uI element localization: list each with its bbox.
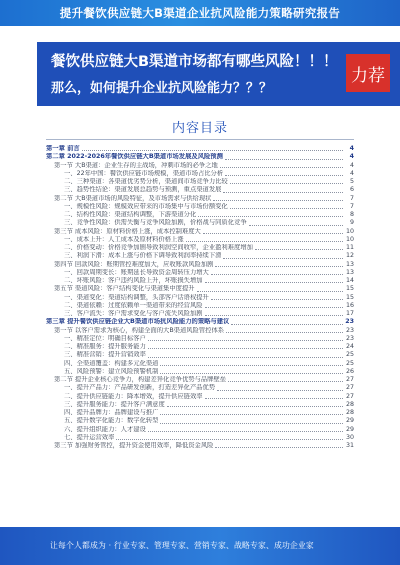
toc-entry-title: 第三节 成本风险：原材料价格上涨，成本控制难度大: [54, 227, 201, 235]
toc-dot-leader: [211, 299, 343, 300]
toc-dot-leader: [148, 431, 343, 432]
toc-entry-title: 四、提升品牌力：品牌建设与推广: [64, 409, 159, 416]
toc-dot-leader: [249, 225, 343, 226]
toc-dot-leader: [203, 233, 343, 234]
toc-entry-page: 13: [345, 260, 354, 268]
toc-entry[interactable]: [46, 211, 354, 219]
toc-entry[interactable]: [46, 434, 354, 442]
toc-dot-leader: [223, 192, 343, 193]
toc-dot-leader: [160, 373, 343, 374]
toc-dot-leader: [205, 307, 343, 308]
toc-entry-page: 12: [345, 252, 354, 260]
toc-entry[interactable]: [46, 376, 354, 384]
toc-dot-leader: [231, 324, 343, 325]
toc-entry-page: 7: [349, 202, 354, 210]
toc-entry[interactable]: [46, 327, 354, 335]
toc-dot-leader: [215, 266, 343, 267]
toc-entry-page: 27: [345, 376, 354, 383]
toc-entry-title: 五、风险预警：建立风险预警机制: [64, 367, 159, 375]
toc-entry[interactable]: [46, 228, 354, 236]
toc-entry-title: 七、提升运营效率: [64, 433, 115, 441]
toc-entry-page: 25: [345, 359, 354, 367]
toc-entry-title: 第三节 加强财务管控，提升资金使用效率，降低资金风险: [54, 442, 214, 449]
toc-entry[interactable]: [46, 310, 354, 318]
toc-dot-leader: [230, 183, 343, 184]
toc-entry-title: 一、渠道变化：渠道结构调整，头部客户话语权提升: [64, 293, 209, 301]
toc-entry-page: 4: [349, 169, 354, 177]
toc-dot-leader: [148, 340, 343, 341]
toc-entry-title: 二、结构性风险：渠道结构调整，下游渠道分化: [64, 211, 197, 218]
toc-entry-title: 第二节 大B渠道市场的风险特征，及市场需求与供给现状: [54, 194, 212, 202]
toc-dot-leader: [220, 167, 343, 168]
toc-dot-leader: [116, 439, 343, 440]
toc-entry[interactable]: [46, 236, 354, 244]
toc-entry-page: 4: [349, 153, 354, 161]
toc-dot-leader: [205, 282, 343, 283]
footer-bar: [0, 527, 400, 565]
toc-dot-leader: [217, 390, 343, 391]
toc-entry-page: 27: [345, 392, 354, 400]
toc-entry-title: 一、规模性风险：规模效应带来的市场集中与市场份额变化: [64, 202, 228, 210]
toc-dot-leader: [167, 406, 343, 407]
toc-entry[interactable]: [46, 244, 354, 252]
banner-subtitle: 那么，如何提升企业抗风险能力？？？: [51, 81, 273, 96]
toc-entry-title: 一、22年中国：餐饮供应链市场规模，渠道市场占比分析: [64, 169, 224, 177]
toc-dot-leader: [186, 241, 343, 242]
toc-entry-title: 一、提升产品力：产品研发创新，打造差异化产品优势: [64, 384, 216, 392]
toc-entry-page: 31: [345, 442, 354, 449]
toc-entry-page: 23: [345, 334, 354, 342]
toc-entry[interactable]: [46, 426, 354, 434]
toc-entry-title: 三、竞争性风险：供需失衡与竞争风险加剧，价格战与同质化竞争: [64, 219, 247, 227]
toc-entry[interactable]: [46, 178, 354, 186]
toc-dot-leader: [230, 208, 343, 209]
toc-entry[interactable]: [46, 442, 354, 450]
toc-entry-title: 二、渠道依赖：过度依赖单一渠道带来的经营风险: [64, 301, 203, 309]
toc-entry-title: 二、三种渠道：各渠道优劣势分析，渠道间市场竞争力比较: [64, 178, 228, 185]
toc-entry-title: 第五节 渠道风险：客户结构变化与渠道集中度提升: [54, 285, 195, 293]
toc-entry-page: 28: [345, 400, 354, 408]
toc-entry[interactable]: [46, 162, 354, 170]
toc-dot-leader: [82, 150, 343, 151]
toc-entry-title: 第一节 以客户需求为核心，构建全面的大B渠道风险管控体系: [54, 326, 225, 334]
toc-entry-page: 25: [345, 351, 354, 359]
toc-entry[interactable]: [46, 252, 354, 260]
toc-entry[interactable]: [46, 393, 354, 401]
toc-dot-leader: [160, 414, 343, 415]
toc-entry-page: 9: [349, 219, 354, 227]
toc-entry[interactable]: [46, 401, 354, 409]
toc-entry-title: 第一章 前言: [46, 145, 80, 152]
toc-entry[interactable]: [46, 203, 354, 211]
toc-entry-page: 4: [349, 161, 354, 169]
toc-entry[interactable]: [46, 318, 354, 326]
toc-entry-title: 二、精准服务：提升服务能力: [64, 343, 146, 350]
toc-heading: 内容目录: [171, 121, 228, 136]
toc-entry-page: 26: [345, 367, 354, 375]
toc-entry-page: 17: [345, 310, 354, 317]
toc-entry[interactable]: [46, 170, 354, 178]
toc-divider: [46, 139, 354, 140]
toc-entry-page: 28: [345, 409, 354, 416]
toc-entry-page: 15: [345, 285, 354, 293]
toc-entry-page: 5: [349, 178, 354, 185]
toc-entry[interactable]: [46, 335, 354, 343]
toc-dot-leader: [226, 332, 343, 333]
toc-dot-leader: [197, 291, 343, 292]
toc-entry[interactable]: [46, 285, 354, 293]
toc-entry[interactable]: [46, 277, 354, 285]
toc-entry[interactable]: [46, 384, 354, 392]
toc-entry-page: 29: [345, 417, 354, 425]
report-title: 提升餐饮供应链大B渠道企业抗风险能力策略研究报告: [59, 6, 341, 20]
toc-entry-title: 六、提升组织能力：人才建设: [64, 425, 146, 433]
toc-entry[interactable]: [46, 153, 354, 161]
toc-entry[interactable]: [46, 368, 354, 376]
toc-dot-leader: [223, 258, 343, 259]
toc-entry-title: 第二节 提升企业核心竞争力，构建差异化竞争优势与品牌壁垒: [54, 376, 227, 383]
toc-entry-page: 16: [345, 301, 354, 309]
toc-dot-leader: [213, 200, 343, 201]
toc-entry-page: 7: [349, 194, 354, 202]
toc-dot-leader: [225, 159, 343, 160]
toc-entry-page: 24: [345, 343, 354, 350]
report-header-bar: [0, 0, 400, 26]
toc-entry-title: 三、客户流失：客户需求变化与客户流失风险加剧: [64, 310, 203, 317]
toc-entry-title: 三、提升服务能力：提升客户满意度: [64, 400, 165, 408]
toc-entry[interactable]: [46, 343, 354, 351]
toc-entry-page: 10: [345, 227, 354, 235]
toc-entry-page: 8: [349, 211, 354, 218]
toc-dot-leader: [225, 175, 343, 176]
toc-entry-title: 三、精准营销：提升营销效率: [64, 351, 146, 359]
footer-slogan: 让每个人都成为 · 行业专家、管理专家、营销专家、战略专家、成功企业家: [50, 541, 314, 550]
toc-entry[interactable]: [46, 269, 354, 277]
toc-entry[interactable]: [46, 145, 354, 153]
toc-dot-leader: [205, 398, 343, 399]
toc-entry[interactable]: [46, 351, 354, 359]
toc-dot-leader: [205, 315, 343, 316]
toc-entry-title: 第二章 2022-2026年餐饮供应链大B渠道市场发展及风险预测: [46, 153, 223, 161]
toc-entry-page: 10: [345, 235, 354, 243]
table-of-contents: [46, 145, 354, 527]
toc-entry-page: 4: [349, 145, 354, 152]
toc-entry-page: 23: [345, 326, 354, 334]
toc-entry-title: 四、全渠道覆盖：构建多元化渠道: [64, 359, 159, 367]
toc-entry[interactable]: [46, 409, 354, 417]
toc-entry[interactable]: [46, 195, 354, 203]
toc-entry-page: 30: [345, 433, 354, 441]
toc-entry-page: 15: [345, 293, 354, 301]
toc-dot-leader: [148, 348, 343, 349]
toc-entry-title: 第四节 回款风险：账期管控难度加大，应收账款风险加剧: [54, 260, 214, 268]
toc-entry-page: 13: [345, 268, 354, 276]
toc-entry-title: 五、提升数字化能力：数字化转型: [64, 417, 159, 425]
toc-dot-leader: [215, 447, 343, 448]
toc-entry-title: 第一节 大B渠道：企业生存的主战场，冲刺市场的必争之地: [54, 161, 218, 169]
toc-entry-title: 三、利润下滑：成本上涨与价格下调导致利润率持续下滑: [64, 252, 222, 260]
toc-entry[interactable]: [46, 302, 354, 310]
toc-entry[interactable]: [46, 219, 354, 227]
toc-entry-title: 一、成本上升：人工成本及原材料价格上涨: [64, 235, 184, 243]
toc-entry-page: 11: [345, 244, 354, 251]
banner-title: 餐饮供应链大B渠道市场都有哪些风险！！！: [51, 54, 338, 70]
toc-dot-leader: [211, 274, 343, 275]
toc-entry[interactable]: [46, 360, 354, 368]
toc-entry[interactable]: [46, 186, 354, 194]
toc-entry[interactable]: [46, 261, 354, 269]
toc-entry-page: 14: [345, 277, 354, 284]
toc-entry-page: 23: [345, 318, 354, 326]
toc-entry[interactable]: [46, 417, 354, 425]
toc-entry-title: 一、精准定位：明确目标客户: [64, 334, 146, 342]
brand-badge: 力荐: [346, 54, 390, 92]
toc-entry-title: 第三章 提升餐饮供应链企业大B渠道市场抗风险能力的策略与建议: [46, 318, 230, 326]
toc-entry-title: 二、价格变动：价格竞争加剧导致利润空间收窄，企业盈利难度增加: [64, 244, 253, 251]
toc-entry-page: 29: [345, 425, 354, 433]
toc-dot-leader: [228, 381, 343, 382]
toc-dot-leader: [160, 423, 343, 424]
toc-entry-title: 二、坏账风险：客户违约风险上升，坏账损失增加: [64, 277, 203, 284]
toc-entry-title: 一、回款周期变长：账期延长导致资金周转压力增大: [64, 268, 209, 276]
toc-entry-title: 二、提升供应链能力：降本增效，提升供应链效率: [64, 392, 203, 400]
toc-dot-leader: [255, 249, 343, 250]
toc-entry-title: 三、趋势性结论：渠道发展总趋势与预测，重点渠道发展: [64, 186, 222, 194]
toc-dot-leader: [148, 357, 343, 358]
toc-entry-page: 6: [349, 186, 354, 194]
toc-entry[interactable]: [46, 294, 354, 302]
toc-dot-leader: [198, 216, 343, 217]
toc-dot-leader: [160, 365, 343, 366]
toc-entry-page: 27: [345, 384, 354, 392]
